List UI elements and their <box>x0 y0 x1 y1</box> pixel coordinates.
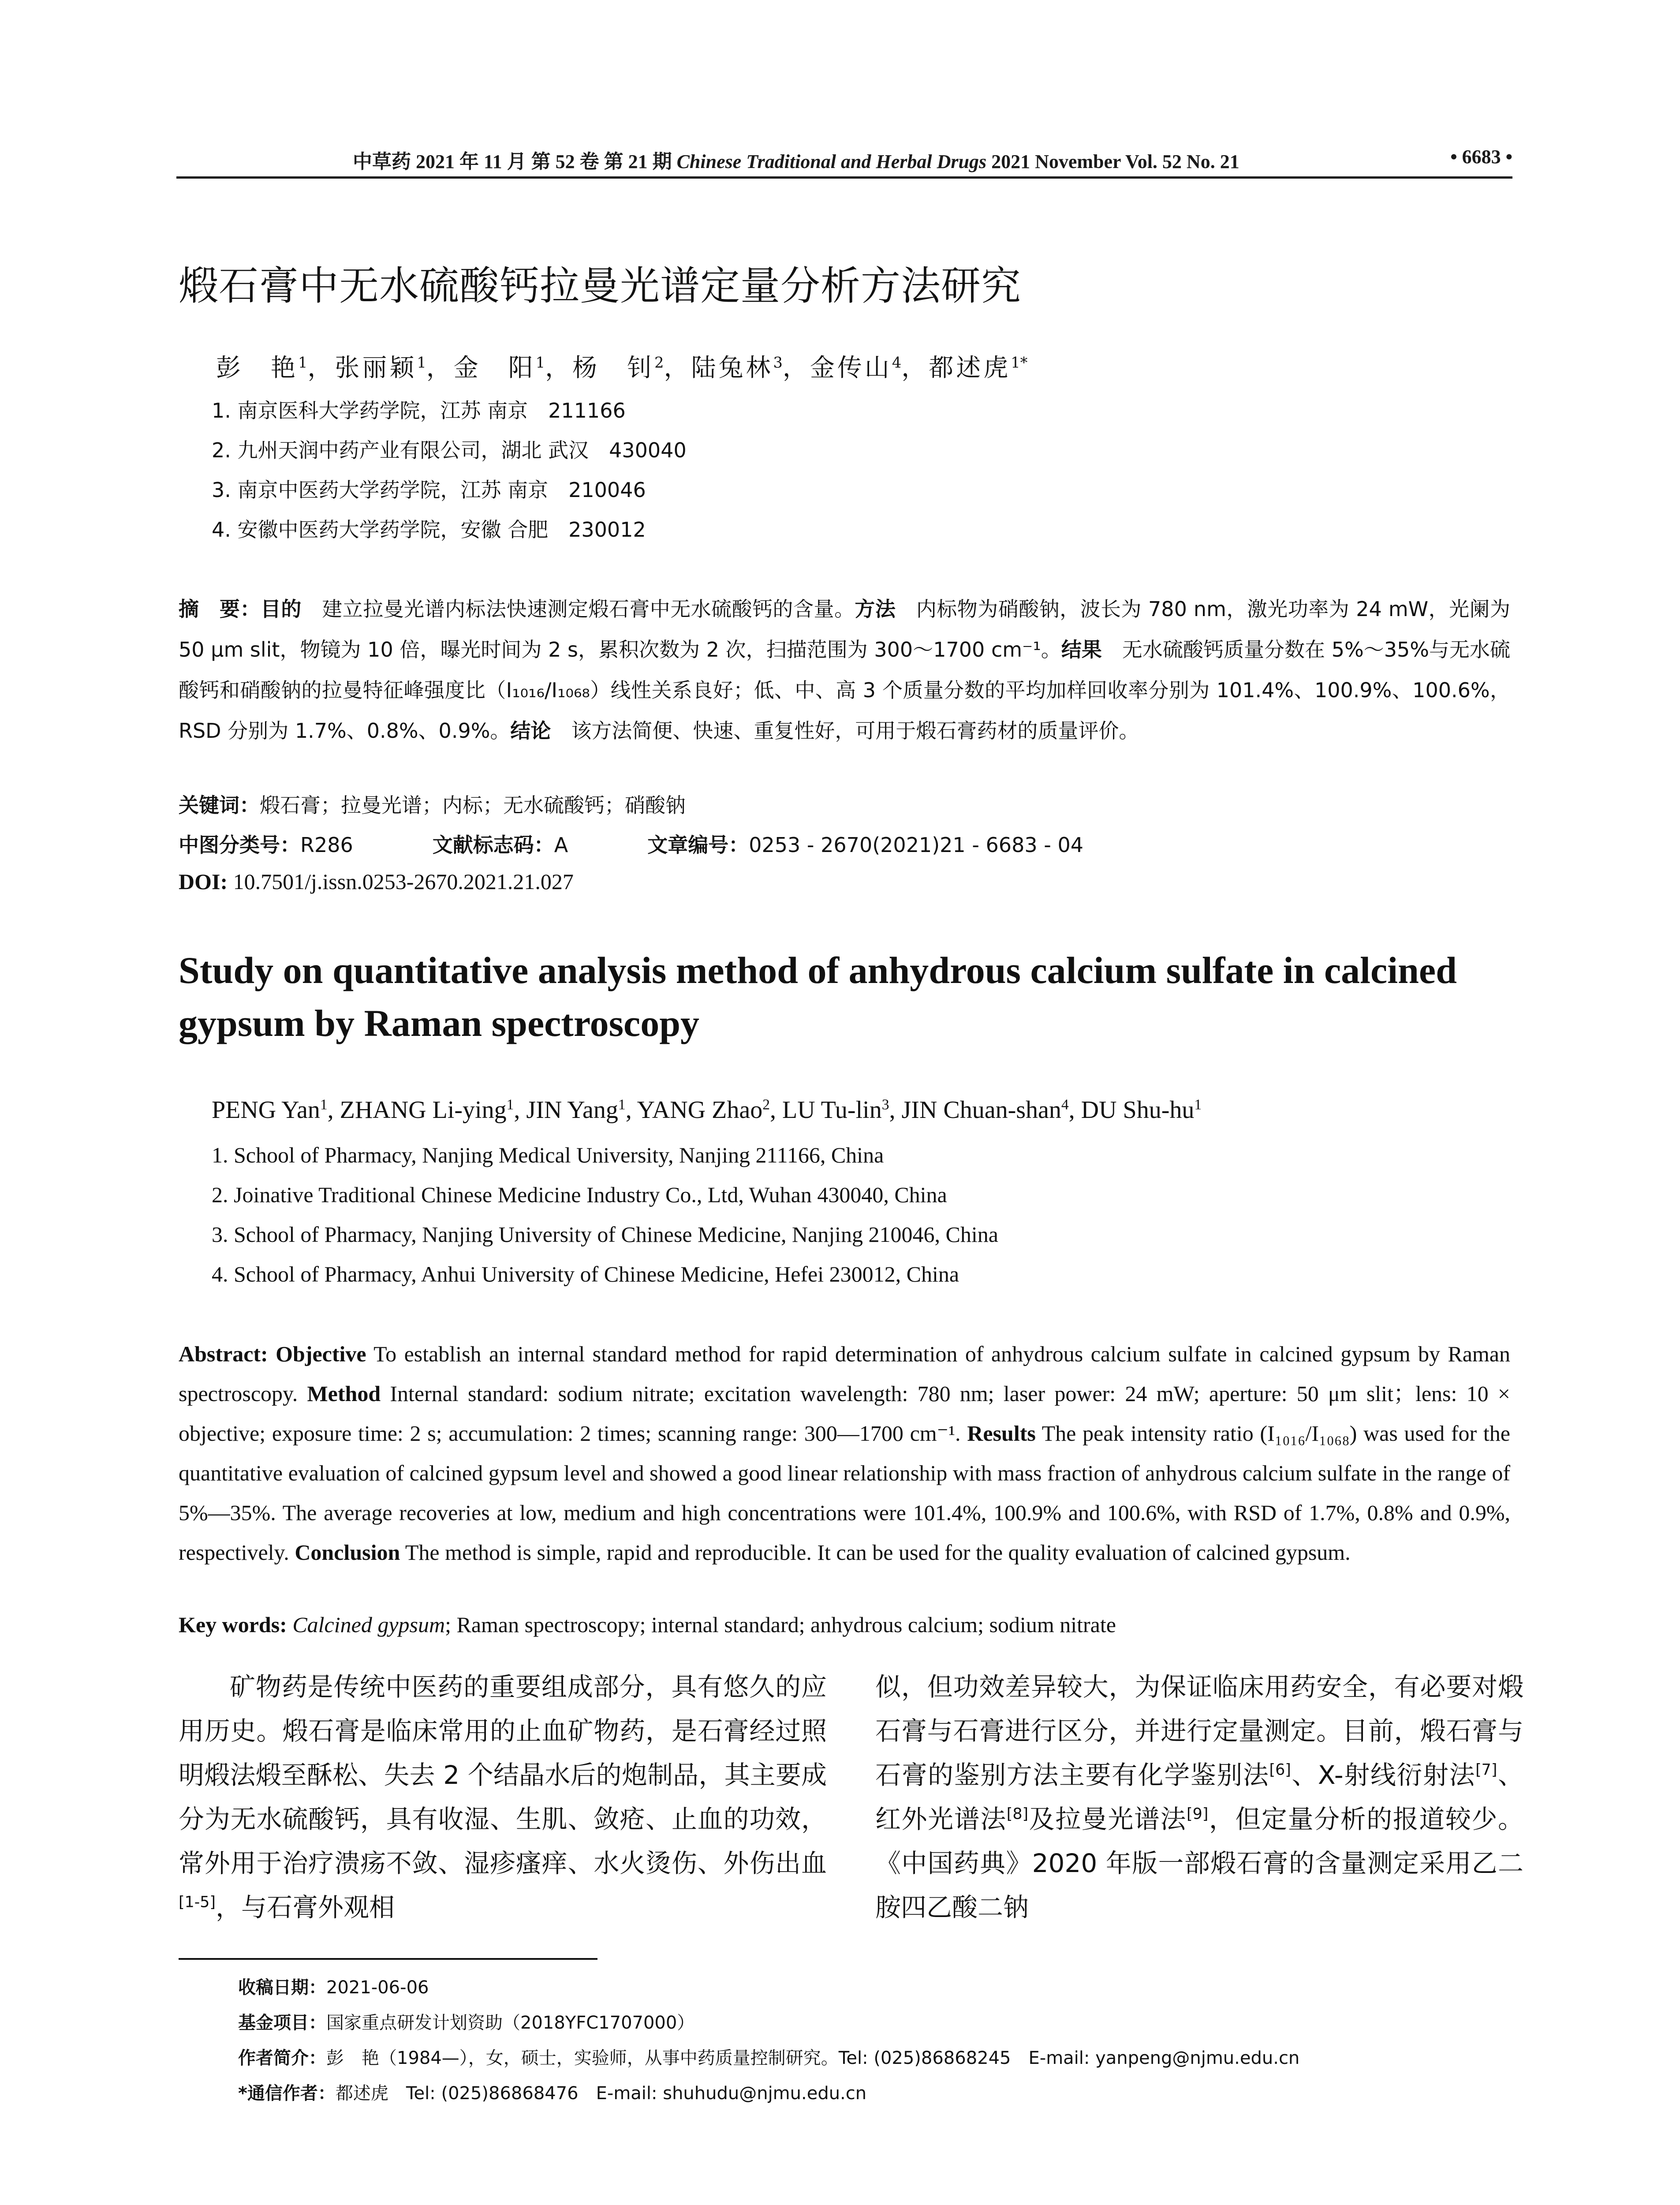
conclusion-label-en: Conclusion <box>295 1540 400 1565</box>
keyword-first: Calcined gypsum <box>292 1612 445 1637</box>
journal-issue-cn: 2021 年 11 月 第 52 卷 第 21 期 <box>416 151 672 172</box>
body-text: 、X-射线衍射法 <box>1291 1760 1476 1790</box>
doi-value[interactable]: 10.7501/j.issn.0253-2670.2021.21.027 <box>233 869 574 894</box>
method-label: 方法 <box>855 597 896 621</box>
affiliation-en: 3. School of Pharmacy, Nanjing University of Chinese Medicine, Nanjing 210046, China <box>212 1222 998 1247</box>
author-affil-mark: 1 <box>535 354 545 371</box>
citation-ref[interactable]: [8] <box>1006 1805 1029 1823</box>
keywords-label-en: Key words: <box>179 1612 287 1637</box>
classification-line <box>179 829 1083 858</box>
author-affil-mark: 1* <box>1011 354 1028 371</box>
abstract-label: 摘 要： <box>179 597 261 621</box>
doc-code-value: A <box>554 833 568 857</box>
paper-title-cn: 煅石膏中无水硫酸钙拉曼光谱定量分析方法研究 <box>179 263 1021 309</box>
footnote-text: 国家重点研发计划资助（2018YFC1707000） <box>326 2013 695 2033</box>
body-column-right <box>875 1665 1523 1929</box>
author-list-en: PENG Yan$^1$, ZHANG Li-ying$^1$, JIN Yang$^1$, YANG Zhao$^2$, LU Tu-lin$^3$, JIN Chuan-shan$^4$, DU Shu-$hu^1$ <box>212 1096 1202 1124</box>
author-cn: 都述虎 <box>929 354 1011 382</box>
footnote-text: 2021-06-06 <box>326 1977 429 1998</box>
results-label-en: Results <box>967 1421 1036 1446</box>
footnote-received <box>238 1973 429 1999</box>
doi-line <box>179 869 574 894</box>
results-text: 无水硫酸钙质量分数在 5%～35%与无水硫酸钙和硝酸钠的拉曼特征峰强度比（I₁₀₁₆/I₁₀₆₈）线性关系良好；低、中、高 3 个质量分数的平均加样回收率分别为 101.4%、100.9%、100.6%，RSD 分别为 1.7%、0.8%、0.9%。 <box>179 638 1511 743</box>
results-text-en: The peak intensity ratio (I₁₀₁₆/I₁₀₆₈) was used for the quantitative evaluation of calcined gypsum level and showed a good linear relationship with mass fraction of anhydrous calcium sulfate in the range of 5%—35%. The average recoveries at low, medium and high concentrations were 101.4%, 100.9% and 100.6%, with RSD of 1.7%, 0.8% and 0.9%, respectively. <box>179 1421 1510 1565</box>
doi-label: DOI: <box>179 869 228 894</box>
abstract-label-en: Abstract: <box>179 1342 268 1366</box>
author-affil-mark: 1 <box>417 354 426 371</box>
article-number-value: 0253 - 2670(2021)21 - 6683 - 04 <box>749 833 1083 857</box>
author-cn: 金传山 <box>810 354 892 382</box>
footnote-text: 彭 艳（1984—），女，硕士，实验师，从事中药质量控制研究。Tel: (025)86868245 E-mail: yanpeng@njmu.edu.cn <box>326 2048 1300 2068</box>
conclusion-label: 结论 <box>510 719 551 743</box>
affiliation-cn: 4. 安徽中医药大学药学院，安徽 合肥 230012 <box>212 518 646 542</box>
method-label-en: Method <box>307 1381 381 1406</box>
author-cn: 陆兔林 <box>691 354 773 382</box>
abstract-en <box>179 1334 1510 1572</box>
citation-ref[interactable]: [6] <box>1269 1761 1291 1779</box>
affiliation-en: 1. School of Pharmacy, Nanjing Medical University, Nanjing 211166, China <box>212 1143 884 1167</box>
footnote-corresponding <box>238 2079 866 2104</box>
keywords-text: 煅石膏；拉曼光谱；内标；无水硫酸钙；硝酸钠 <box>260 793 686 817</box>
objective-text-en: To establish an internal standard method for rapid determination of anhydrous calcium sulfate in calcined gypsum by Raman spectroscopy. <box>179 1342 1511 1406</box>
affiliation-en: 4. School of Pharmacy, Anhui University of Chinese Medicine, Hefei 230012, China <box>212 1262 959 1286</box>
author-en: JIN Yang <box>526 1096 618 1124</box>
footnote-text: 都述虎 Tel: (025)86868476 E-mail: shuhudu@njmu.edu.cn <box>335 2083 867 2104</box>
author-en: ZHANG Li-ying <box>340 1096 507 1124</box>
author-cn: 杨 钊 <box>572 354 655 382</box>
author-affil-mark: 4 <box>1061 1096 1069 1113</box>
clc-value: R286 <box>300 833 353 857</box>
footnote-label: 作者简介： <box>238 2048 326 2068</box>
author-en: LU Tu-lin <box>782 1096 882 1124</box>
results-label: 结果 <box>1061 638 1102 662</box>
objective-label: 目的 <box>260 597 302 621</box>
author-affil-mark: 3 <box>881 1096 889 1113</box>
clc-label: 中图分类号： <box>179 833 300 857</box>
header-rule <box>176 176 1512 179</box>
conclusion-text: 该方法简便、快速、重复性好，可用于煅石膏药材的质量评价。 <box>551 719 1139 743</box>
footnote-label: 收稿日期： <box>238 1977 326 1998</box>
article-number-label: 文章编号： <box>647 833 749 857</box>
body-text: 及拉曼光谱法 <box>1028 1804 1187 1834</box>
author-en: JIN Chuan-shan <box>901 1096 1061 1124</box>
page-number: • 6683 • <box>1450 146 1512 168</box>
abstract-cn <box>179 589 1510 751</box>
paper-title-en: Study on quantitative analysis method of anhydrous calcium sulfate in calcined gypsum by Raman spectroscopy <box>179 949 1457 1044</box>
body-text: 、红外光谱法 <box>875 1760 1523 1834</box>
objective-label-en: Objective <box>276 1342 366 1366</box>
citation-ref[interactable]: [9] <box>1187 1805 1209 1823</box>
footnote-label: 基金项目： <box>238 2013 326 2033</box>
author-en: YANG Zhao <box>637 1096 763 1124</box>
method-text-en: Internal standard: sodium nitrate; excitation wavelength: 780 nm; laser power: 24 mW; aperture: 50 μm slit；lens: 10 × objective; exposure time: 2 s; accumulation: 2 times; scanning range: 300—1700 cm⁻¹. <box>179 1381 1510 1446</box>
journal-issue-en: 2021 November Vol. 52 No. 21 <box>991 151 1239 172</box>
footnote-funding <box>238 2009 694 2034</box>
author-en: DU Shu-hu <box>1081 1096 1195 1124</box>
author-affil-mark: 1 <box>1194 1096 1202 1113</box>
footnote-rule <box>179 1958 597 1960</box>
keywords-rest: ; Raman spectroscopy; internal standard; anhydrous calcium; sodium nitrate <box>445 1612 1116 1637</box>
keywords-cn <box>179 789 686 818</box>
author-en: PENG Yan <box>212 1096 320 1124</box>
author-affil-mark: 4 <box>892 354 902 371</box>
author-affil-mark: 1 <box>320 1096 328 1113</box>
doc-code-label: 文献标志码： <box>432 833 554 857</box>
objective-text: 建立拉曼光谱内标法快速测定煅石膏中无水硫酸钙的含量。 <box>301 597 855 621</box>
author-cn: 金 阳 <box>453 354 536 382</box>
author-affil-mark: 1 <box>618 1096 626 1113</box>
footnote-label: *通信作者： <box>238 2083 336 2104</box>
keywords-en <box>179 1612 1116 1637</box>
journal-info <box>353 146 1239 174</box>
author-cn: 彭 艳 <box>216 354 298 382</box>
author-affil-mark: 1 <box>506 1096 514 1113</box>
body-text: 矿物药是传统中医药的重要组成部分，具有悠久的应用历史。煅石膏是临床常用的止血矿物药，是石膏经过照明煅法煅至酥松、失去 2 个结晶水后的炮制品，其主要成分为无水硫酸钙，具有收湿、生肌、敛疮、止血的功效，常外用于治疗溃疡不敛、湿疹瘙痒、水火烫伤、外伤出血 <box>179 1672 827 1878</box>
affiliation-cn: 2. 九州天润中药产业有限公司，湖北 武汉 430040 <box>212 438 687 462</box>
affiliation-en: 2. Joinative Traditional Chinese Medicine Industry Co., Ltd, Wuhan 430040, China <box>212 1182 947 1207</box>
keywords-label: 关键词： <box>179 793 260 817</box>
author-affil-mark: 2 <box>654 354 664 371</box>
conclusion-text-en: The method is simple, rapid and reproducible. It can be used for the quality evaluation of calcined gypsum. <box>400 1540 1351 1565</box>
running-header <box>176 146 1512 181</box>
method-text: 内标物为硝酸钠，波长为 780 nm，激光功率为 24 mW，光阑为 50 μm slit，物镜为 10 倍，曝光时间为 2 s，累积次数为 2 次，扫描范围为 300～1700 cm⁻¹。 <box>179 597 1511 662</box>
author-list-cn: 彭 艳$^1$，张丽颖$^1$，金 阳$^1$，杨 钊$^2$，陆兔林$^3$，金传山$^4$，都述虎$^{1*}$ <box>216 354 1028 382</box>
body-text: ，与石膏外观相 <box>216 1892 395 1922</box>
footnote-author-bio <box>238 2044 1299 2069</box>
body-text: 似，但功效差异较大，为保证临床用药安全，有必要对煅石膏与石膏进行区分，并进行定量测定。目前，煅石膏与石膏的鉴别方法主要有化学鉴别法 <box>875 1672 1523 1790</box>
author-affil-mark: 2 <box>762 1096 770 1113</box>
author-affil-mark: 1 <box>298 354 308 371</box>
affiliation-cn: 3. 南京中医药大学药学院，江苏 南京 210046 <box>212 478 646 502</box>
author-affil-mark: 3 <box>773 354 783 371</box>
affiliation-cn: 1. 南京医科大学药学院，江苏 南京 211166 <box>212 399 626 422</box>
journal-name-cn: 中草药 <box>353 151 411 172</box>
citation-ref[interactable]: [7] <box>1475 1761 1497 1779</box>
journal-name-en: Chinese Traditional and Herbal Drugs <box>676 151 987 172</box>
citation-ref[interactable]: [1-5] <box>179 1893 216 1911</box>
body-column-left <box>179 1665 827 1929</box>
author-cn: 张丽颖 <box>335 354 417 382</box>
body-text: ，但定量分析的报道较少。《中国药典》2020 年版一部煅石膏的含量测定采用乙二胺四乙酸二钠 <box>875 1804 1523 1922</box>
